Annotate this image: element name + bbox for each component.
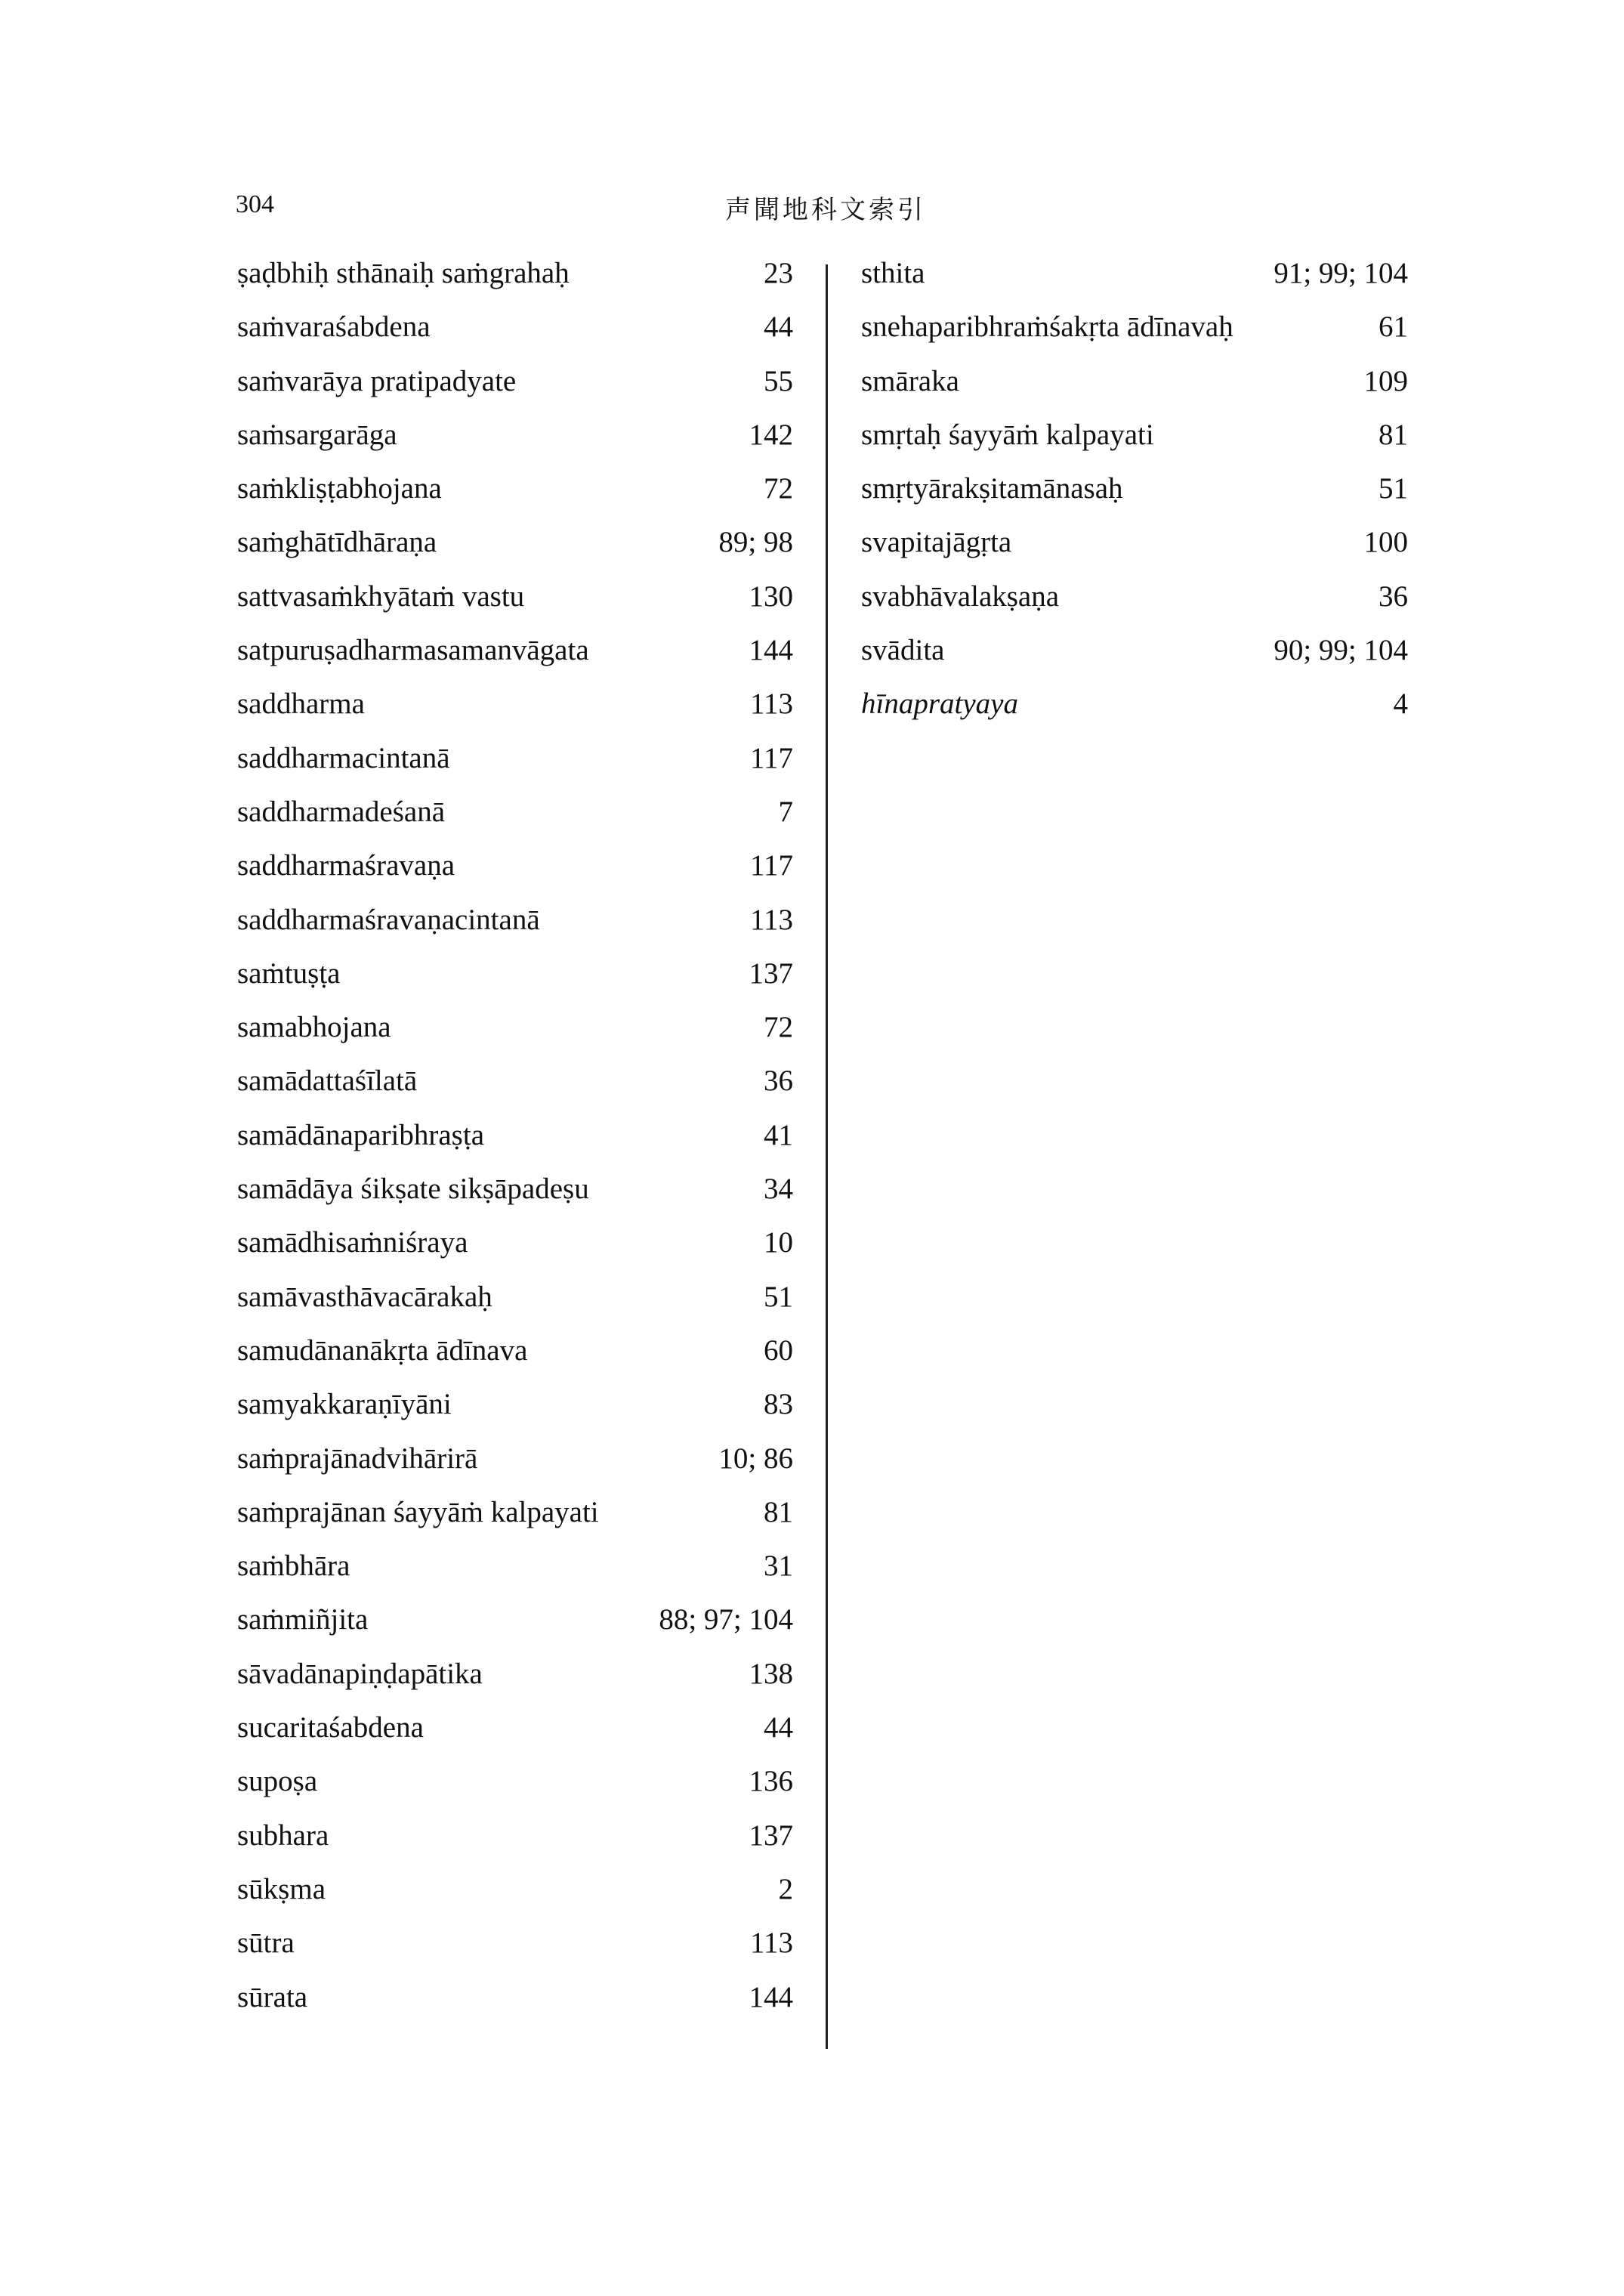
index-term: saddharmaśravaṇacintanā — [237, 903, 540, 936]
index-entry — [237, 1873, 793, 1927]
index-page-refs: 109 — [1363, 364, 1408, 397]
index-entry — [237, 688, 793, 741]
index-page-refs: 10; 86 — [718, 1442, 793, 1475]
index-term: samabhojana — [237, 1011, 391, 1044]
index-term: saṁvaraśabdena — [237, 311, 431, 344]
index-term: satpuruṣadharmasamanvāgata — [237, 634, 589, 667]
index-page-refs: 144 — [749, 1980, 793, 2013]
index-entry — [237, 1496, 793, 1550]
index-term: saṁprajānan śayyāṁ kalpayati — [237, 1495, 599, 1528]
index-page-refs: 90; 99; 104 — [1274, 634, 1408, 667]
index-term: saṁmiñjita — [237, 1603, 369, 1636]
index-page-refs: 31 — [764, 1550, 793, 1583]
index-entry — [237, 1065, 793, 1118]
index-entry — [237, 365, 793, 419]
index-entry — [237, 796, 793, 849]
index-page-refs: 60 — [764, 1333, 793, 1367]
index-term: saṁsargarāga — [237, 418, 397, 451]
index-term: sūtra — [237, 1927, 295, 1960]
index-term: smāraka — [861, 364, 959, 397]
index-page-refs: 138 — [749, 1657, 793, 1690]
index-term: samādhisaṁniśraya — [237, 1226, 468, 1259]
index-page-refs: 113 — [749, 903, 793, 936]
index-entry — [237, 1334, 793, 1388]
index-entry — [237, 1765, 793, 1819]
index-entry — [237, 849, 793, 903]
index-entry — [237, 1226, 793, 1280]
index-term: samādānaparibhraṣṭa — [237, 1118, 485, 1151]
running-title: 声聞地科文索引 — [725, 195, 926, 225]
index-page-refs: 88; 97; 104 — [659, 1603, 793, 1636]
index-page-refs: 51 — [764, 1280, 793, 1313]
index-page-refs: 91; 99; 104 — [1274, 257, 1408, 289]
index-entry — [861, 688, 1408, 741]
index-entry — [237, 1442, 793, 1496]
index-page-refs: 72 — [764, 1011, 793, 1044]
index-page-refs: 130 — [749, 579, 793, 613]
index-term: samyakkaraṇīyāni — [237, 1388, 452, 1421]
index-page-refs: 144 — [749, 634, 793, 667]
index-term: saddharmacintanā — [237, 741, 450, 774]
index-entry — [237, 1173, 793, 1226]
index-page-refs: 4 — [1393, 688, 1408, 721]
index-term: supoṣa — [237, 1765, 318, 1798]
index-page-refs: 117 — [749, 849, 793, 882]
index-entry — [237, 1011, 793, 1065]
index-entry — [861, 257, 1408, 311]
index-term: sūrata — [237, 1980, 308, 2013]
index-page-refs: 100 — [1363, 526, 1408, 559]
index-entry — [237, 1981, 793, 2035]
index-term: saṁkliṣṭabhojana — [237, 472, 442, 505]
index-entry — [861, 634, 1408, 688]
index-page-refs: 89; 98 — [718, 526, 793, 559]
index-term: samādattaśīlatā — [237, 1065, 418, 1098]
index-page-refs: 44 — [764, 311, 793, 344]
index-term: smṛtaḥ śayyāṁ kalpayati — [861, 418, 1154, 451]
index-term: samādāya śikṣate sikṣāpadeṣu — [237, 1173, 589, 1206]
index-entry — [237, 311, 793, 364]
index-page-refs: 117 — [749, 741, 793, 774]
index-page-refs: 55 — [764, 364, 793, 397]
index-term: sattvasaṁkhyātaṁ vastu — [237, 579, 525, 613]
index-page-refs: 83 — [764, 1388, 793, 1421]
index-page-refs: 137 — [749, 956, 793, 990]
index-page-refs: 36 — [1379, 579, 1408, 613]
index-term: smṛtyārakṣitamānasaḥ — [861, 472, 1123, 505]
index-page-refs: 2 — [778, 1872, 793, 1905]
index-term: saṁbhāra — [237, 1550, 350, 1583]
index-term: saṁvarāya pratipadyate — [237, 364, 517, 397]
index-page-refs: 81 — [1379, 418, 1408, 451]
index-term: saddharmadeśanā — [237, 795, 446, 828]
index-page-refs: 113 — [749, 1927, 793, 1960]
index-term: svādita — [861, 634, 945, 667]
index-term: subhara — [237, 1819, 329, 1852]
index-entry — [861, 311, 1408, 364]
index-page-refs: 72 — [764, 472, 793, 505]
index-column-left — [237, 257, 793, 2035]
index-page-refs: 7 — [778, 795, 793, 828]
index-page-refs: 61 — [1379, 311, 1408, 344]
index-term: saddharmaśravaṇa — [237, 849, 455, 882]
index-entry — [861, 526, 1408, 579]
index-entry — [861, 580, 1408, 634]
index-entry — [861, 419, 1408, 472]
index-term: snehaparibhraṁśakṛta ādīnavaḥ — [861, 311, 1233, 344]
index-page-refs: 81 — [764, 1495, 793, 1528]
index-entry — [237, 1927, 793, 1980]
index-term: ṣaḍbhiḥ sthānaiḥ saṁgrahaḥ — [237, 257, 570, 289]
index-entry — [237, 1388, 793, 1442]
index-page-refs: 113 — [749, 688, 793, 721]
index-entry — [237, 742, 793, 796]
index-entry — [237, 1819, 793, 1873]
index-entry — [237, 472, 793, 526]
index-term: sāvadānapiṇḍapātika — [237, 1657, 483, 1690]
index-entry — [237, 257, 793, 311]
index-entry — [237, 957, 793, 1011]
index-term: sūkṣma — [237, 1872, 326, 1905]
index-term: sthita — [861, 257, 925, 289]
index-term: samāvasthāvacārakaḥ — [237, 1280, 492, 1313]
index-page-refs: 34 — [764, 1173, 793, 1206]
index-term: saṁtuṣṭa — [237, 956, 341, 990]
index-page-refs: 51 — [1379, 472, 1408, 505]
index-page-refs: 10 — [764, 1226, 793, 1259]
index-column-right — [861, 257, 1408, 742]
index-term: saddharma — [237, 688, 365, 721]
index-page-refs: 136 — [749, 1765, 793, 1798]
index-entry — [861, 365, 1408, 419]
column-divider — [826, 264, 828, 2049]
index-term: saṁprajānadvihārirā — [237, 1442, 478, 1475]
index-entry — [237, 634, 793, 688]
index-entry — [237, 526, 793, 579]
index-page-refs: 142 — [749, 418, 793, 451]
index-page-refs: 44 — [764, 1711, 793, 1744]
index-entry — [237, 1119, 793, 1173]
index-term: saṁghātīdhāraṇa — [237, 526, 437, 559]
index-page-refs: 41 — [764, 1118, 793, 1151]
index-term: sucaritaśabdena — [237, 1711, 424, 1744]
index-term: samudānanākṛta ādīnava — [237, 1333, 528, 1367]
index-entry — [237, 1658, 793, 1711]
index-entry — [237, 580, 793, 634]
index-entry — [237, 1603, 793, 1657]
page-number: 304 — [236, 190, 274, 218]
index-page-refs: 36 — [764, 1065, 793, 1098]
index-term: svabhāvalakṣaṇa — [861, 579, 1060, 613]
index-page-refs: 23 — [764, 257, 793, 289]
index-entry — [861, 472, 1408, 526]
index-entry — [237, 904, 793, 957]
index-entry — [237, 1281, 793, 1334]
index-entry — [237, 1711, 793, 1765]
index-page-refs: 137 — [749, 1819, 793, 1852]
index-entry — [237, 1550, 793, 1603]
index-term: hīnapratyaya — [861, 688, 1018, 721]
index-term: svapitajāgṛta — [861, 526, 1012, 559]
index-entry — [237, 419, 793, 472]
